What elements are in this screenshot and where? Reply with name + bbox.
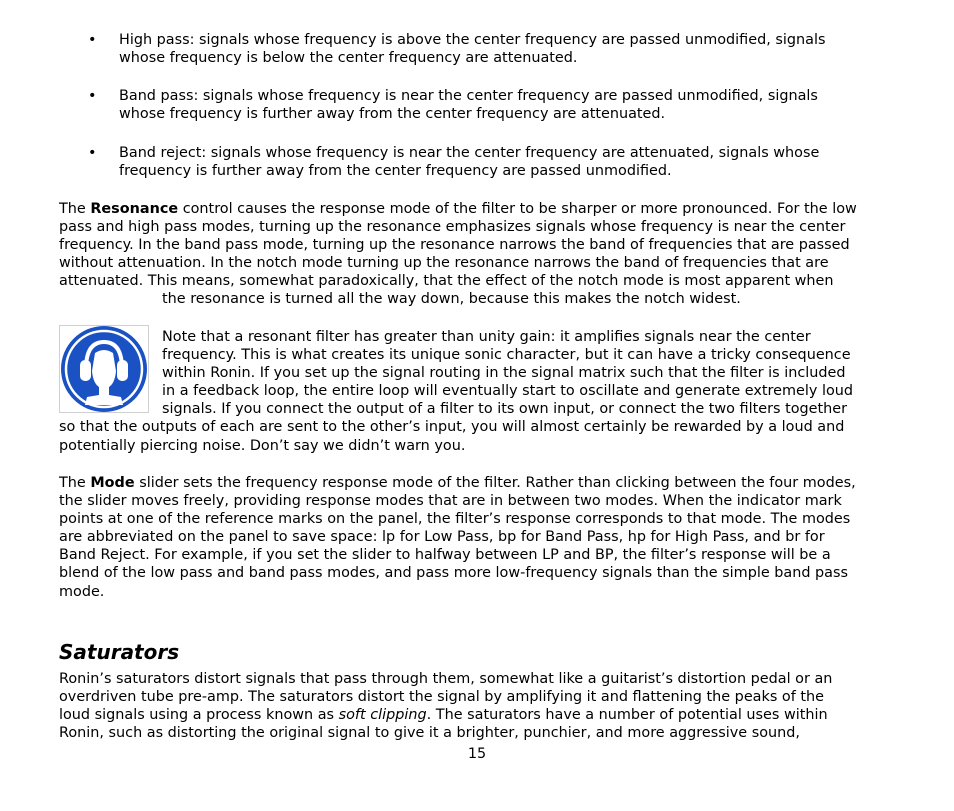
warning-paragraph <box>59 328 899 455</box>
paragraph-line: frequency. In the band pass mode, turning up the resonance narrows the band of frequencies that are passed <box>59 237 850 254</box>
bullet-marker: • <box>88 145 97 161</box>
saturators-paragraph <box>59 670 899 742</box>
list-item-high-pass <box>119 31 899 67</box>
list-item-line: whose frequency is further away from the center frequency are attenuated. <box>119 106 666 123</box>
paragraph-line: in a feedback loop, the entire loop will eventually start to oscillate and generate extremely loud <box>162 383 854 400</box>
list-item-line: whose frequency is below the center frequency are attenuated. <box>119 50 578 67</box>
list-item-line: frequency is further away from the center frequency are passed unmodified. <box>119 163 672 180</box>
paragraph-line: signals. If you connect the output of a filter to its own input, or connect the two filters together <box>162 401 848 418</box>
paragraph-line: potentially piercing noise. Don’t say we didn’t warn you. <box>59 437 466 454</box>
list-item-band-pass <box>119 87 899 123</box>
paragraph-line: Band Reject. For example, if you set the slider to halfway between LP and BP, the filter’s response will be a <box>59 547 831 564</box>
text-run: . The saturators have a number of potential uses within <box>426 707 828 724</box>
paragraph-line: without attenuation. In the notch mode turning up the resonance narrows the band of frequencies that are <box>59 255 829 272</box>
list-item-line: Band reject: signals whose frequency is near the center frequency are attenuated, signals whose <box>119 145 820 161</box>
paragraph-line: the resonance is turned all the way down, because this makes the notch widest. <box>162 291 741 308</box>
text-run: The <box>59 201 91 217</box>
bullet-marker: • <box>88 88 97 104</box>
paragraph-line: pass and high pass modes, turning up the resonance emphasizes signals whose frequency is near the center <box>59 219 846 236</box>
paragraph-line: attenuated. This means, somewhat paradoxically, that the effect of the notch mode is most apparent when <box>59 273 834 290</box>
mode-term: Mode <box>90 475 135 491</box>
list-item-band-reject <box>119 144 899 180</box>
paragraph-line: are abbreviated on the panel to save space: lp for Low Pass, bp for Band Pass, hp for High Pass, and br for <box>59 529 825 546</box>
resonance-paragraph <box>59 200 899 309</box>
text-run: slider sets the frequency response mode of the filter. Rather than clicking between the four modes, <box>134 475 856 491</box>
paragraph-line: within Ronin. If you set up the signal routing in the signal matrix such that the filter is included <box>162 365 846 382</box>
paragraph-line: overdriven tube pre-amp. The saturators distort the signal by amplifying it and flattening the peaks of the <box>59 689 824 706</box>
page-number: 15 <box>467 746 487 762</box>
resonance-term: Resonance <box>90 201 179 217</box>
text-run: loud signals using a process known as <box>59 707 339 724</box>
paragraph-line: mode. <box>59 583 105 600</box>
section-heading: Saturators <box>59 640 180 664</box>
paragraph-line: Ronin’s saturators distort signals that pass through them, somewhat like a guitarist’s distortion pedal or an <box>59 671 833 687</box>
paragraph-line: frequency. This is what creates its unique sonic character, but it can have a tricky consequence <box>162 347 851 364</box>
paragraph-line: Note that a resonant filter has greater than unity gain: it amplifies signals near the center <box>162 329 811 345</box>
paragraph-line: the slider moves freely, providing response modes that are in between two modes. When the indicator mark <box>59 493 842 510</box>
soft-clipping-term: soft clipping <box>338 707 427 724</box>
text-run: The <box>59 475 91 491</box>
paragraph-line: so that the outputs of each are sent to the other’s input, you will almost certainly be rewarded by a loud and <box>59 419 845 436</box>
list-item-line: High pass: signals whose frequency is above the center frequency are passed unmodified, signals <box>119 32 826 48</box>
list-item-line: Band pass: signals whose frequency is near the center frequency are passed unmodified, signals <box>119 88 818 104</box>
mode-paragraph <box>59 474 899 601</box>
paragraph-line: Ronin, such as distorting the original signal to give it a brighter, punchier, and more aggressive sound, <box>59 725 800 742</box>
bullet-marker: • <box>88 32 97 48</box>
paragraph-line: points at one of the reference marks on the panel, the filter’s response corresponds to that mode. The modes <box>59 511 851 528</box>
text-run: control causes the response mode of the filter to be sharper or more pronounced. For the low <box>178 201 857 217</box>
paragraph-line: blend of the low pass and band pass modes, and pass more low-frequency signals than the simple band pass <box>59 565 848 582</box>
